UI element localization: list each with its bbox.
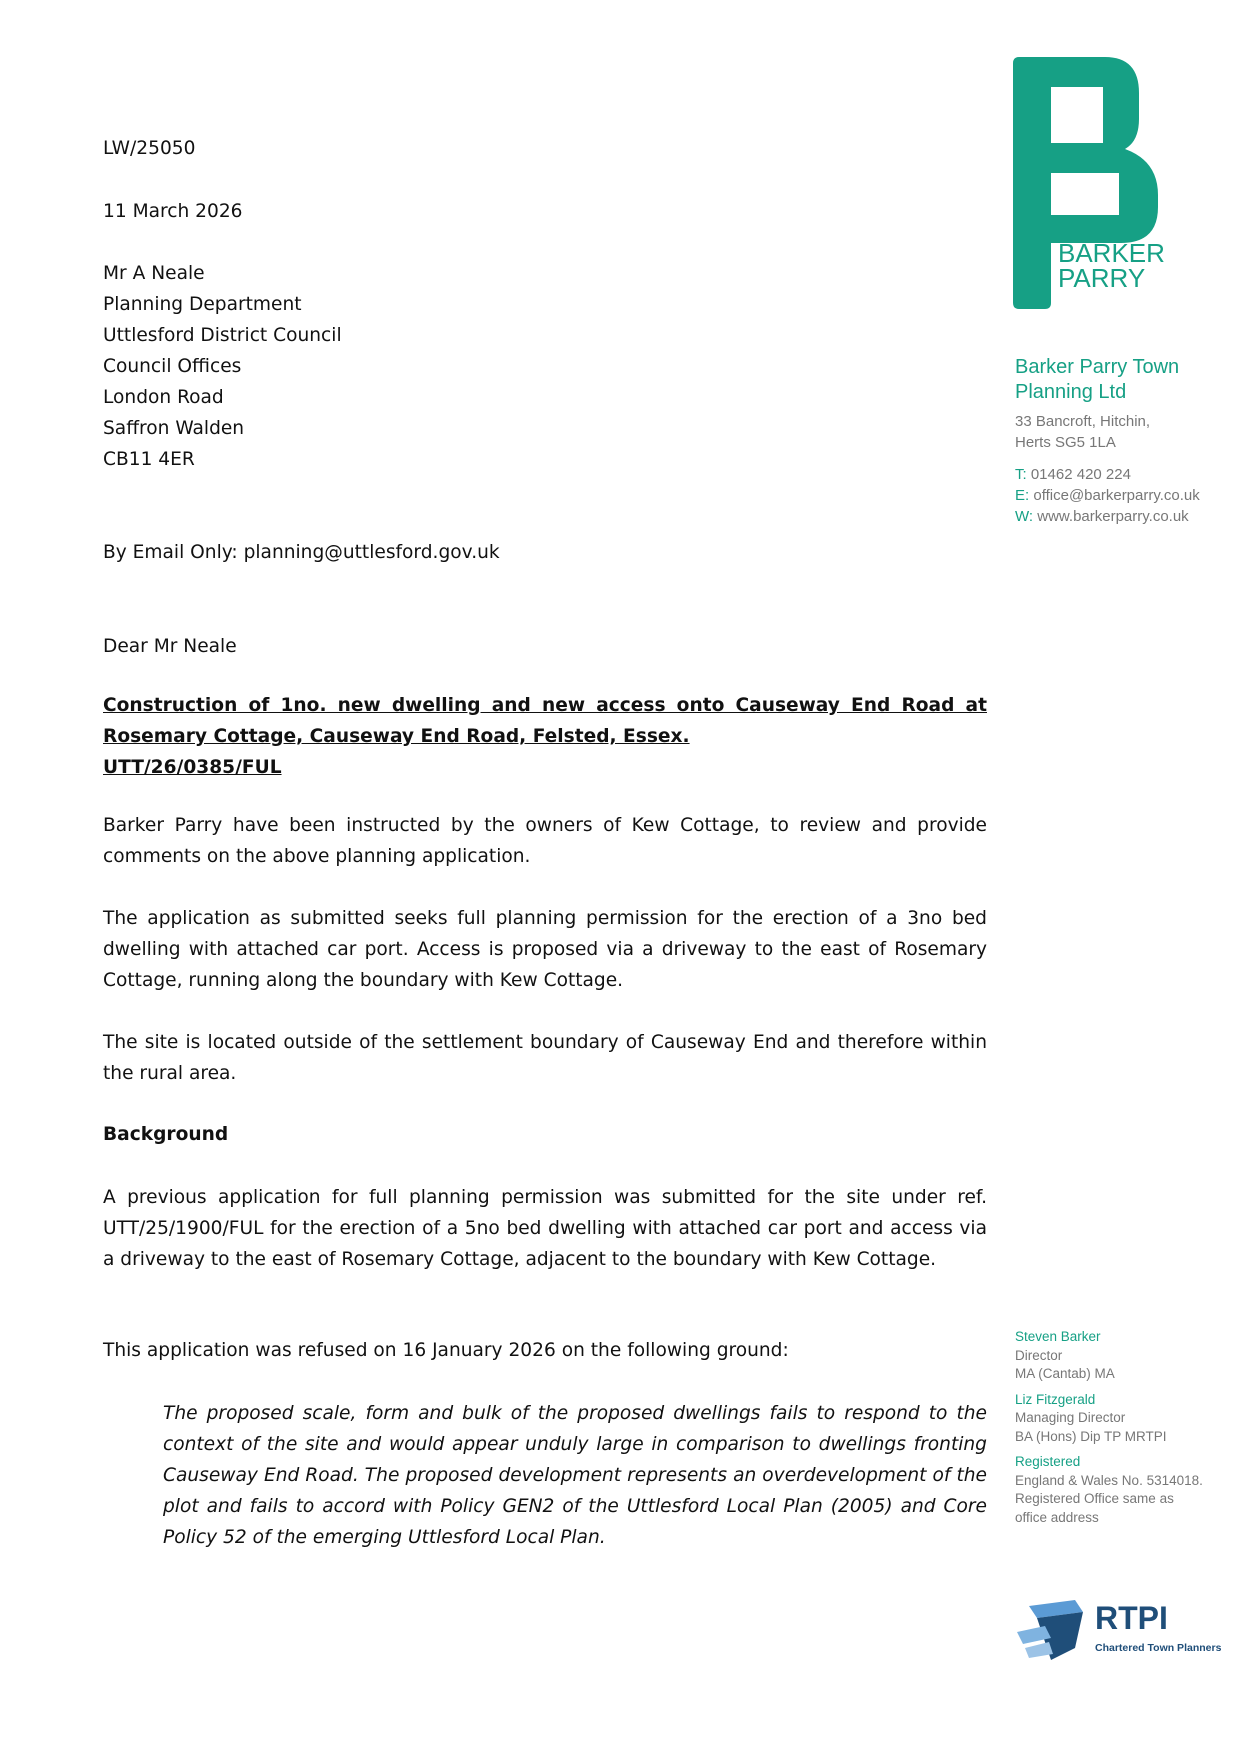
barker-parry-logo	[1013, 57, 1165, 309]
registered-info	[1015, 1453, 1203, 1527]
registered-line: England & Wales No. 5314018.	[1015, 1472, 1203, 1488]
paragraph: The site is located outside of the settlement boundary of Causeway End and therefore within the rural area.	[103, 1032, 987, 1084]
web-link[interactable]: www.barkerparry.co.uk	[1037, 508, 1189, 525]
rtpi-logo	[1015, 1598, 1225, 1666]
address-line: Council Offices	[103, 356, 242, 377]
logo-text: BARKER	[1058, 238, 1165, 268]
salutation: Dear Mr Neale	[103, 636, 237, 657]
staff-name: Steven Barker	[1015, 1329, 1101, 1344]
web-label: W:	[1015, 508, 1034, 525]
reference: LW/25050	[103, 138, 196, 159]
address-line: Saffron Walden	[103, 418, 245, 439]
company-name	[1015, 355, 1179, 405]
rtpi-title: RTPI	[1095, 1600, 1168, 1636]
staff-name: Liz Fitzgerald	[1015, 1391, 1096, 1407]
email-link[interactable]: office@barkerparry.co.uk	[1033, 487, 1200, 504]
staff-member	[1015, 1328, 1203, 1384]
email-label: E:	[1015, 487, 1030, 504]
staff-quals: MA (Cantab) MA	[1015, 1366, 1115, 1381]
company-name-line: Barker Parry Town	[1015, 356, 1180, 378]
subject-line: Rosemary Cottage, Causeway End Road, Felsted, Essex.	[103, 726, 690, 747]
address-line: 33 Bancroft, Hitchin,	[1015, 413, 1151, 430]
registered-heading: Registered	[1015, 1454, 1081, 1469]
subject-line: UTT/26/0385/FUL	[103, 757, 282, 778]
logo-text: PARRY	[1058, 263, 1146, 293]
address-line: Herts SG5 1LA	[1015, 434, 1116, 451]
subject-heading	[103, 690, 987, 783]
address-line: Uttlesford District Council	[103, 325, 342, 346]
email-line: By Email Only: planning@uttlesford.gov.uk	[103, 542, 500, 563]
subject-line: Construction of 1no. new dwelling and new access onto Causeway End Road at	[103, 695, 987, 716]
company-address	[1015, 411, 1150, 453]
registered-line: office address	[1015, 1509, 1099, 1525]
paragraph: A previous application for full planning permission was submitted for the site under ref. UTT/25/1900/FUL for the erection of a 5no bed dwelling with attached car port and access via a driveway to the east of Rosemary Cottage, adjacent to the boundary with Kew Cottage.	[103, 1187, 987, 1270]
address-line: Planning Department	[103, 294, 302, 315]
staff-quals: BA (Hons) Dip TP MRTPI	[1015, 1428, 1167, 1444]
address-line: CB11 4ER	[103, 449, 195, 470]
address-line: Mr A Neale	[103, 263, 205, 284]
rtpi-subtitle: Chartered Town Planners	[1095, 1642, 1222, 1654]
staff-member	[1015, 1391, 1203, 1447]
refusal-quote: The proposed scale, form and bulk of the proposed dwellings fails to respond to the context of the site and would appear unduly large in comparison to dwellings fronting Causeway End Road. The proposed development represents an overdevelopment of the plot and fails to accord with Policy GEN2 of the Uttlesford Local Plan (2005) and Core Policy 52 of the emerging Uttlesford Local Plan.	[163, 1403, 987, 1548]
letter-date: 11 March 2026	[103, 201, 243, 222]
staff-role: Director	[1015, 1347, 1063, 1363]
paragraph: This application was refused on 16 January 2026 on the following ground:	[103, 1340, 789, 1361]
paragraph: Barker Parry have been instructed by the owners of Kew Cottage, to review and provide comments on the above planning application.	[103, 815, 987, 867]
rtpi-cube-icon	[1015, 1598, 1085, 1666]
recipient-address	[103, 258, 987, 475]
phone: 01462 420 224	[1030, 466, 1131, 483]
registered-line: Registered Office same as	[1015, 1491, 1174, 1506]
company-name-line: Planning Ltd	[1015, 381, 1127, 403]
section-heading: Background	[103, 1124, 229, 1145]
phone-label: T:	[1015, 466, 1027, 483]
company-contacts	[1015, 464, 1200, 527]
staff-role: Managing Director	[1015, 1410, 1126, 1425]
staff-list	[1015, 1328, 1203, 1534]
address-line: London Road	[103, 387, 224, 408]
paragraph: The application as submitted seeks full planning permission for the erection of a 3no bed dwelling with attached car port. Access is proposed via a driveway to the east of Rosemary Cottage, running along the boundary with Kew Cottage.	[103, 908, 987, 991]
